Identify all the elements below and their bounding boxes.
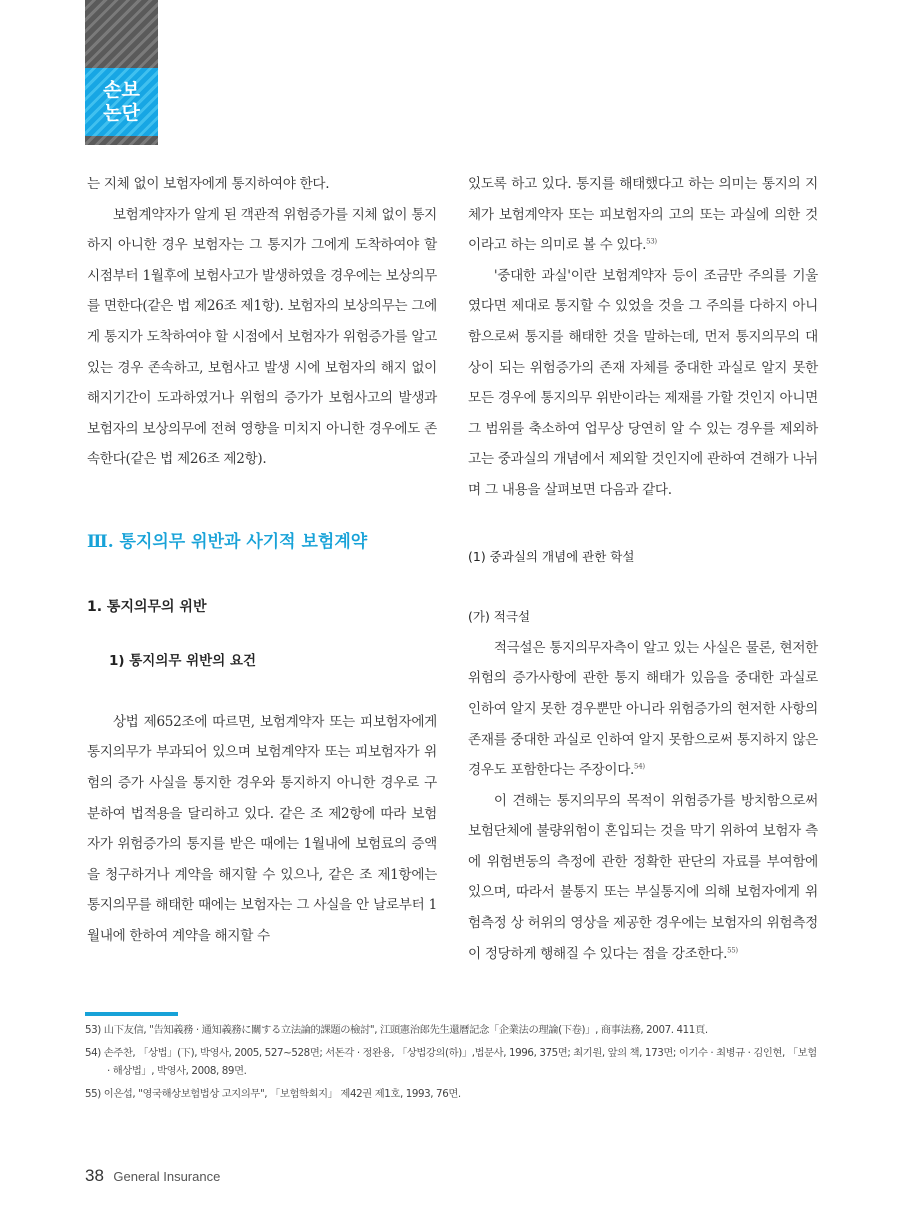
left-column <box>87 169 437 951</box>
paragraph: '중대한 과실'이란 보험계약자 등이 조금만 주의를 기울였다면 제대로 통지할 수 있었을 것을 그 주의를 다하지 아니함으로써 통지를 해태한 것을 말하는데, 먼저 통지의무의 대상이 되는 위험증가의 존재 자체를 중대한 과실로 알지 못한 모든 경우에 통지의무 위반이라는 제재를 가할 것인지 아니면 그 범위를 축소하여 업무상 당연히 알 수 있는 경우를 제외하고는 중과실의 개념에서 제외할 것인지에 관하여 견해가 나뉘며 그 내용을 살펴보면 다음과 같다. <box>468 267 818 498</box>
subheading: (1) 중과실의 개념에 관한 학설 <box>468 548 635 564</box>
right-column <box>468 169 818 969</box>
subheading: 1. 통지의무의 위반 <box>87 598 207 615</box>
section-tab-line2: 논단 <box>103 102 140 124</box>
page-number: 38 <box>85 1166 104 1185</box>
paragraph <box>468 633 818 786</box>
paragraph: 는 지체 없이 보험자에게 통지하여야 한다. <box>87 176 330 192</box>
page-footer <box>85 1166 220 1186</box>
paragraph-text: 적극설은 통지의무자측이 알고 있는 사실은 물론, 현저한 위험의 증가사항에 관한 통지 해태가 있음을 중대한 과실로 인하여 알지 못한 경우뿐만 아니라 위험증가의 현저한 사항의 존재를 중대한 과실로 인하여 알지 못함으로써 통지하지 않은 경우도 포함한다는 주장이다. <box>468 639 818 779</box>
footnote: 55) 이은섭, "영국해상보험법상 고지의무", 「보험학회지」 제42권 제1호, 1993, 76면. <box>85 1088 461 1100</box>
paragraph <box>468 169 818 261</box>
footnote-ref: 55) <box>727 946 738 955</box>
paragraph <box>468 786 818 970</box>
section-tab-label <box>85 68 158 136</box>
subheading: 1) 통지의무 위반의 요건 <box>109 653 257 670</box>
paragraph-text: 이 견해는 통지의무의 목적이 위험증가를 방치함으로써 보험단체에 불량위험이 혼입되는 것을 막기 위하여 보험자 측에 위험변동의 측정에 관한 정확한 판단의 자료를 부여함에 있으며, 따라서 불통지 또는 부실통지에 의해 보험자에게 위험측정 상 허위의 영상을 제공한 경우에는 보험자의 위험측정이 정당하게 행해질 수 있다는 점을 강조한다. <box>468 792 818 962</box>
footnote: 54) 손주찬, 「상법」(下), 박영사, 2005, 527~528면; 서돈각 · 정완용, 「상법강의(하)」,법문사, 1996, 375면; 최기원, 앞의 책, 173면; 이기수 · 최병규 · 김인현, 「보험 · 해상법」, 박영사, 2008, 89면. <box>85 1047 817 1077</box>
subheading: (가) 적극설 <box>468 609 531 625</box>
footnote: 53) 山下友信, "告知義務 · 通知義務に關する立法論的課題の檢討", 江頭憲治郎先生還曆記念「企業法の理論(下卷)」, 商事法務, 2007. 411頁. <box>85 1024 708 1036</box>
footnote-ref: 53) <box>646 237 657 246</box>
section-heading: Ⅲ. 통지의무 위반과 사기적 보험계약 <box>87 531 368 552</box>
section-tab-line1: 손보 <box>103 79 140 101</box>
publication-name: General Insurance <box>113 1169 221 1184</box>
paragraph-text: 있도록 하고 있다. 통지를 해태했다고 하는 의미는 통지의 지체가 보험계약자 또는 피보험자의 고의 또는 과실에 의한 것이라고 하는 의미로 볼 수 있다. <box>468 176 818 254</box>
paragraph: 보험계약자가 알게 된 객관적 위험증가를 지체 없이 통지하지 아니한 경우 보험자는 그 통지가 그에게 도착하여야 할 시점부터 1월후에 보험사고가 발생하였을 경우에는 보상의무를 면한다(같은 법 제26조 제1항). 보험자의 보상의무는 그에게 통지가 도착하여야 할 시점에서 보험자가 위험증가를 알고 있는 경우 존속하고, 보험사고 발생 시에 보험자의 해지 없이 해지기간이 도과하였거나 위험의 증가가 보험사고의 발생과 보험자의 보상의무에 전혀 영향을 미치지 아니한 경우에도 존속한다(같은 법 제26조 제2항). <box>87 206 437 468</box>
footnotes <box>85 1021 820 1108</box>
paragraph: 상법 제652조에 따르면, 보험계약자 또는 피보험자에게 통지의무가 부과되어 있으며 보험계약자 또는 피보험자가 위험의 증가 사실을 통지한 경우와 통지하지 아니한 경우로 구분하여 법적용을 달리하고 있다. 같은 조 제2항에 따라 보험자가 위험증가의 통지를 받은 때에는 1월내에 보험료의 증액을 청구하거나 계약을 해지할 수 있으나, 같은 조 제1항에는 통지의무를 해태한 때에는 보험자는 그 사실을 안 날로부터 1월내에 한하여 계약을 해지할 수 <box>87 713 437 944</box>
footnote-ref: 54) <box>634 762 645 771</box>
footnote-rule <box>85 1012 178 1016</box>
